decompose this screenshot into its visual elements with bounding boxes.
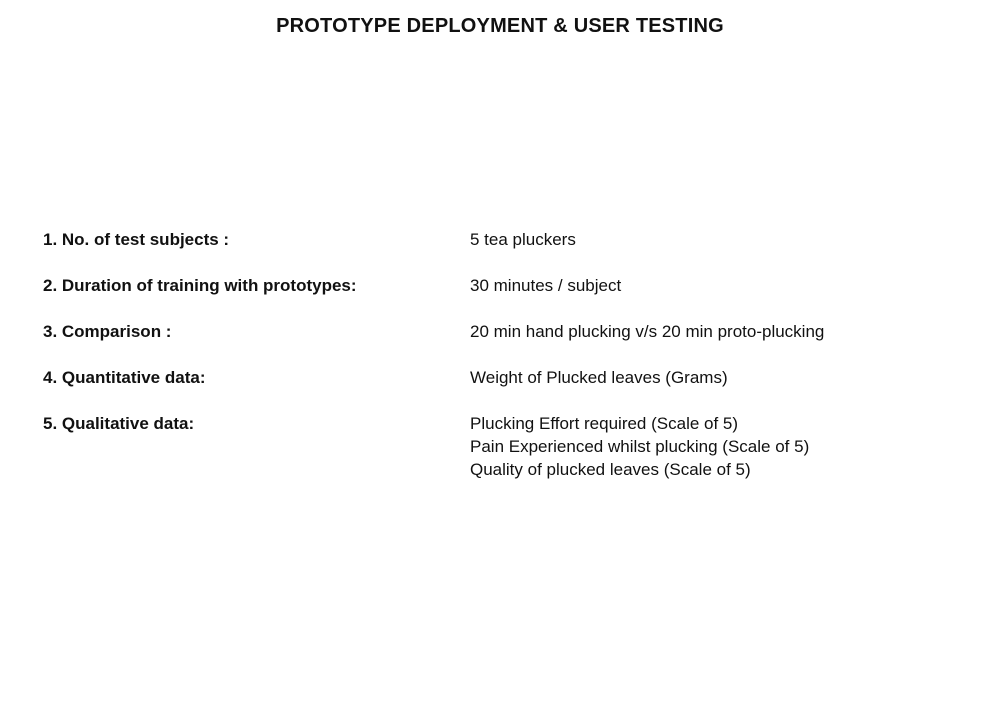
detail-row-qualitative-data <box>43 412 963 481</box>
detail-value <box>470 412 963 481</box>
detail-value <box>470 366 963 389</box>
detail-value-line: Pain Experienced whilst plucking (Scale of 5) <box>470 437 810 456</box>
detail-label: 5. Qualitative data: <box>43 414 195 433</box>
detail-value <box>470 274 963 297</box>
detail-value-line: 20 min hand plucking v/s 20 min proto-plucking <box>470 322 825 341</box>
slide-title: PROTOTYPE DEPLOYMENT & USER TESTING <box>276 15 724 37</box>
detail-value-line: Quality of plucked leaves (Scale of 5) <box>470 460 751 479</box>
detail-row-comparison <box>43 320 963 343</box>
detail-label: 2. Duration of training with prototypes: <box>43 276 357 295</box>
detail-value-line: 5 tea pluckers <box>470 230 576 249</box>
detail-row-test-subjects <box>43 228 963 251</box>
detail-value-line: 30 minutes / subject <box>470 276 622 295</box>
detail-label: 4. Quantitative data: <box>43 368 206 387</box>
detail-value <box>470 228 963 251</box>
detail-row-training-duration <box>43 274 963 297</box>
detail-row-quantitative-data <box>43 366 963 389</box>
detail-value-line: Plucking Effort required (Scale of 5) <box>470 414 739 433</box>
detail-label: 1. No. of test subjects : <box>43 230 230 249</box>
detail-value <box>470 320 963 343</box>
detail-label: 3. Comparison : <box>43 322 172 341</box>
detail-value-line: Weight of Plucked leaves (Grams) <box>470 368 728 387</box>
testing-details-list <box>43 228 963 504</box>
